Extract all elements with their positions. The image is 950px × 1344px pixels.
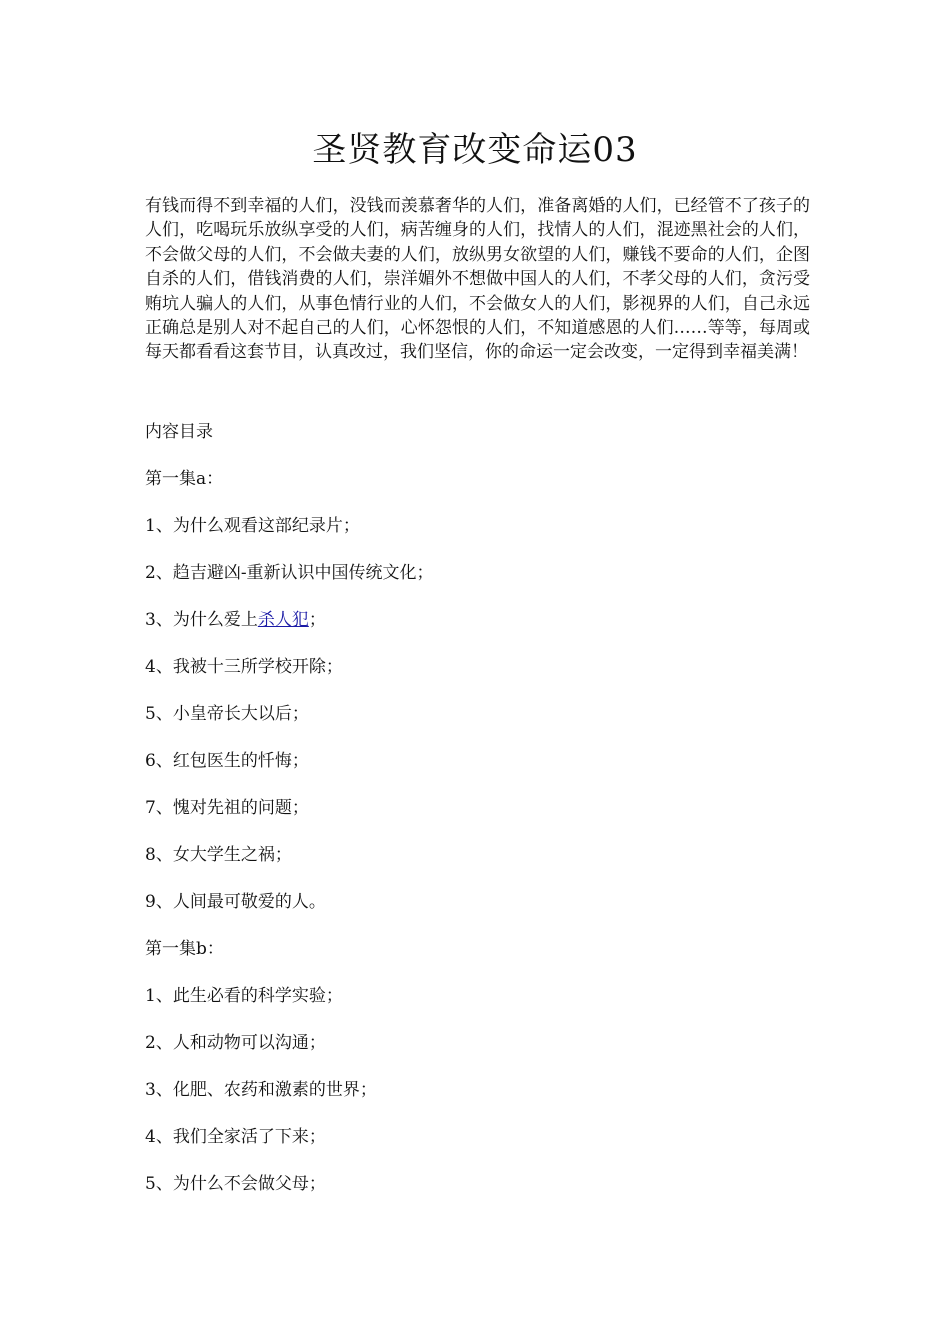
- list-item: 4、我们全家活了下来；: [145, 1127, 326, 1147]
- list-item: 9、人间最可敬爱的人。: [145, 892, 326, 912]
- list-item: 3、化肥、农药和激素的世界；: [145, 1080, 377, 1100]
- episode-a-heading: 第一集a：: [145, 469, 224, 489]
- list-item: 8、女大学生之祸；: [145, 845, 292, 865]
- intro-paragraph: 有钱而得不到幸福的人们，没钱而羡慕奢华的人们，准备离婚的人们，已经管不了孩子的人们，吃喝玩乐放纵享受的人们，病苦缠身的人们，找情人的人们，混迹黑社会的人们，不会做父母的人们，不会做夫妻的人们，放纵男女欲望的人们，赚钱不要命的人们，企图自杀的人们，借钱消费的人们，崇洋媚外不想做中国人的人们，不孝父母的人们，贪污受贿坑人骗人的人们，从事色情行业的人们，不会做女人的人们，影视界的人们，自己永远正确总是别人对不起自己的人们，心怀怨恨的人们，不知道感恩的人们……等等，每周或每天都看看这套节目，认真改过，我们坚信，你的命运一定会改变，一定得到幸福美满！: [145, 196, 810, 363]
- list-item: 4、我被十三所学校开除；: [145, 657, 343, 677]
- list-item: 6、红包医生的忏悔；: [145, 751, 309, 771]
- list-item: 2、趋吉避凶-重新认识中国传统文化；: [145, 563, 434, 583]
- list-item: 1、此生必看的科学实验；: [145, 986, 343, 1006]
- episode-b-heading: 第一集b：: [145, 939, 224, 959]
- list-item: 1、为什么观看这部纪录片；: [145, 516, 360, 536]
- list-item: 5、为什么不会做父母；: [145, 1174, 326, 1194]
- list-item-suffix: ；: [308, 610, 326, 630]
- document-title: 圣贤教育改变命运03: [312, 130, 638, 170]
- list-item: 2、人和动物可以沟通；: [145, 1033, 326, 1053]
- list-item-with-link: [145, 608, 326, 632]
- list-item: 7、愧对先祖的问题；: [145, 798, 309, 818]
- list-item-text: 3、为什么爱上: [145, 610, 258, 630]
- murderer-link[interactable]: 杀人犯: [257, 610, 309, 630]
- toc-heading: 内容目录: [145, 422, 213, 442]
- list-item: 5、小皇帝长大以后；: [145, 704, 309, 724]
